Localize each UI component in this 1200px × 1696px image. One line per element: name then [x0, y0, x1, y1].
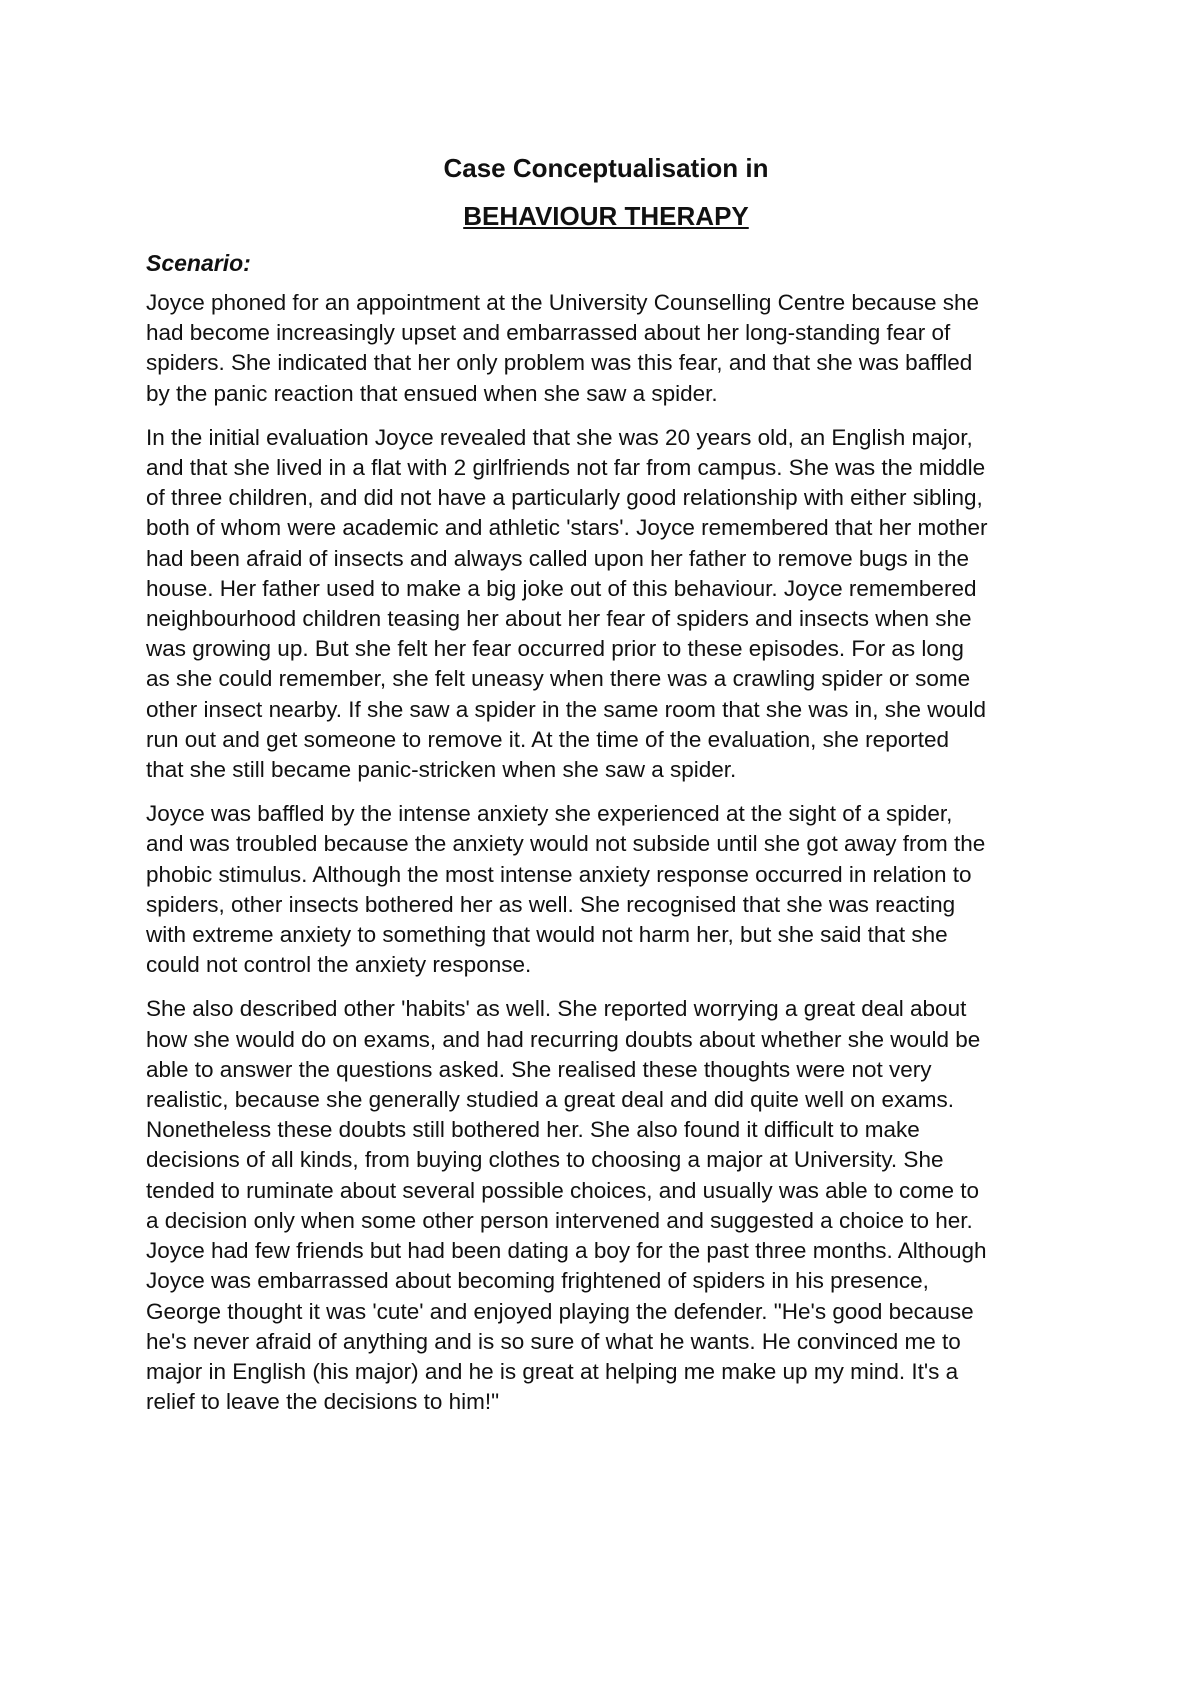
paragraph-line: major in English (his major) and he is great at helping me make up my mind. It's a: [146, 1358, 959, 1384]
paragraph-line: a decision only when some other person intervened and suggested a choice to her.: [146, 1207, 973, 1233]
paragraph-line: Nonetheless these doubts still bothered her. She also found it difficult to make: [146, 1117, 920, 1143]
paragraph-line: Joyce was embarrassed about becoming frightened of spiders in his presence,: [146, 1268, 929, 1294]
paragraph-line: house. Her father used to make a big joke out of this behaviour. Joyce remembered: [146, 575, 977, 601]
paragraph-line: She also described other 'habits' as well. She reported worrying a great deal about: [146, 996, 967, 1022]
paragraph-line: Joyce phoned for an appointment at the University Counselling Centre because she: [146, 290, 980, 315]
paragraph-line: spiders, other insects bothered her as well. She recognised that she was reacting: [146, 891, 956, 917]
paragraph-line: run out and get someone to remove it. At the time of the evaluation, she reported: [146, 726, 949, 752]
paragraph-line: tended to ruminate about several possible choices, and usually was able to come to: [146, 1177, 979, 1203]
paragraph-line: able to answer the questions asked. She realised these thoughts were not very: [146, 1056, 932, 1082]
paragraph-line: Joyce was baffled by the intense anxiety she experienced at the sight of a spider,: [146, 801, 953, 827]
paragraph-3: [146, 799, 1066, 980]
paragraph-line: with extreme anxiety to something that would not harm her, but she said that she: [146, 922, 948, 948]
paragraph-line: had become increasingly upset and embarrassed about her long-standing fear of: [146, 320, 951, 346]
paragraph-line: was growing up. But she felt her fear occurred prior to these episodes. For as long: [146, 636, 964, 662]
paragraph-line: of three children, and did not have a particularly good relationship with either sibling,: [146, 485, 983, 511]
paragraph-line: spiders. She indicated that her only problem was this fear, and that she was baffled: [146, 350, 973, 376]
paragraph-line: he's never afraid of anything and is so sure of what he wants. He convinced me to: [146, 1328, 961, 1354]
paragraph-line: phobic stimulus. Although the most intense anxiety response occurred in relation to: [146, 861, 972, 887]
paragraph-line: had been afraid of insects and always called upon her father to remove bugs in the: [146, 545, 970, 571]
paragraph-line: realistic, because she generally studied a great deal and did quite well on exams.: [146, 1087, 954, 1113]
paragraph-line: both of whom were academic and athletic 'stars'. Joyce remembered that her mother: [146, 515, 988, 541]
paragraph-line: George thought it was 'cute' and enjoyed playing the defender. "He's good because: [146, 1298, 974, 1324]
paragraph-line: neighbourhood children teasing her about her fear of spiders and insects when she: [146, 606, 972, 632]
document-title: Case Conceptualisation in: [443, 153, 769, 183]
paragraph-line: by the panic reaction that ensued when she saw a spider.: [146, 380, 718, 406]
paragraph-line: other insect nearby. If she saw a spider in the same room that she was in, she would: [146, 696, 987, 722]
paragraph-line: as she could remember, she felt uneasy when there was a crawling spider or some: [146, 666, 971, 692]
paragraph-line: relief to leave the decisions to him!": [146, 1389, 500, 1415]
paragraph-4: [146, 994, 1066, 1417]
paragraph-line: decisions of all kinds, from buying clothes to choosing a major at University. She: [146, 1147, 944, 1173]
paragraph-1: [146, 288, 1066, 409]
paragraph-line: could not control the anxiety response.: [146, 952, 532, 978]
section-label-scenario: Scenario:: [146, 250, 251, 276]
paragraph-line: how she would do on exams, and had recurring doubts about whether she would be: [146, 1026, 981, 1052]
paragraph-line: that she still became panic-stricken when she saw a spider.: [146, 757, 737, 783]
document-subtitle: BEHAVIOUR THERAPY: [463, 201, 749, 231]
paragraph-line: and that she lived in a flat with 2 girlfriends not far from campus. She was the middle: [146, 455, 986, 481]
paragraph-2: [146, 423, 1066, 785]
paragraph-line: In the initial evaluation Joyce revealed that she was 20 years old, an English major,: [146, 424, 973, 450]
document-page: [146, 140, 1066, 1431]
paragraph-line: and was troubled because the anxiety would not subside until she got away from the: [146, 831, 986, 857]
paragraph-line: Joyce had few friends but had been dating a boy for the past three months. Although: [146, 1238, 987, 1264]
